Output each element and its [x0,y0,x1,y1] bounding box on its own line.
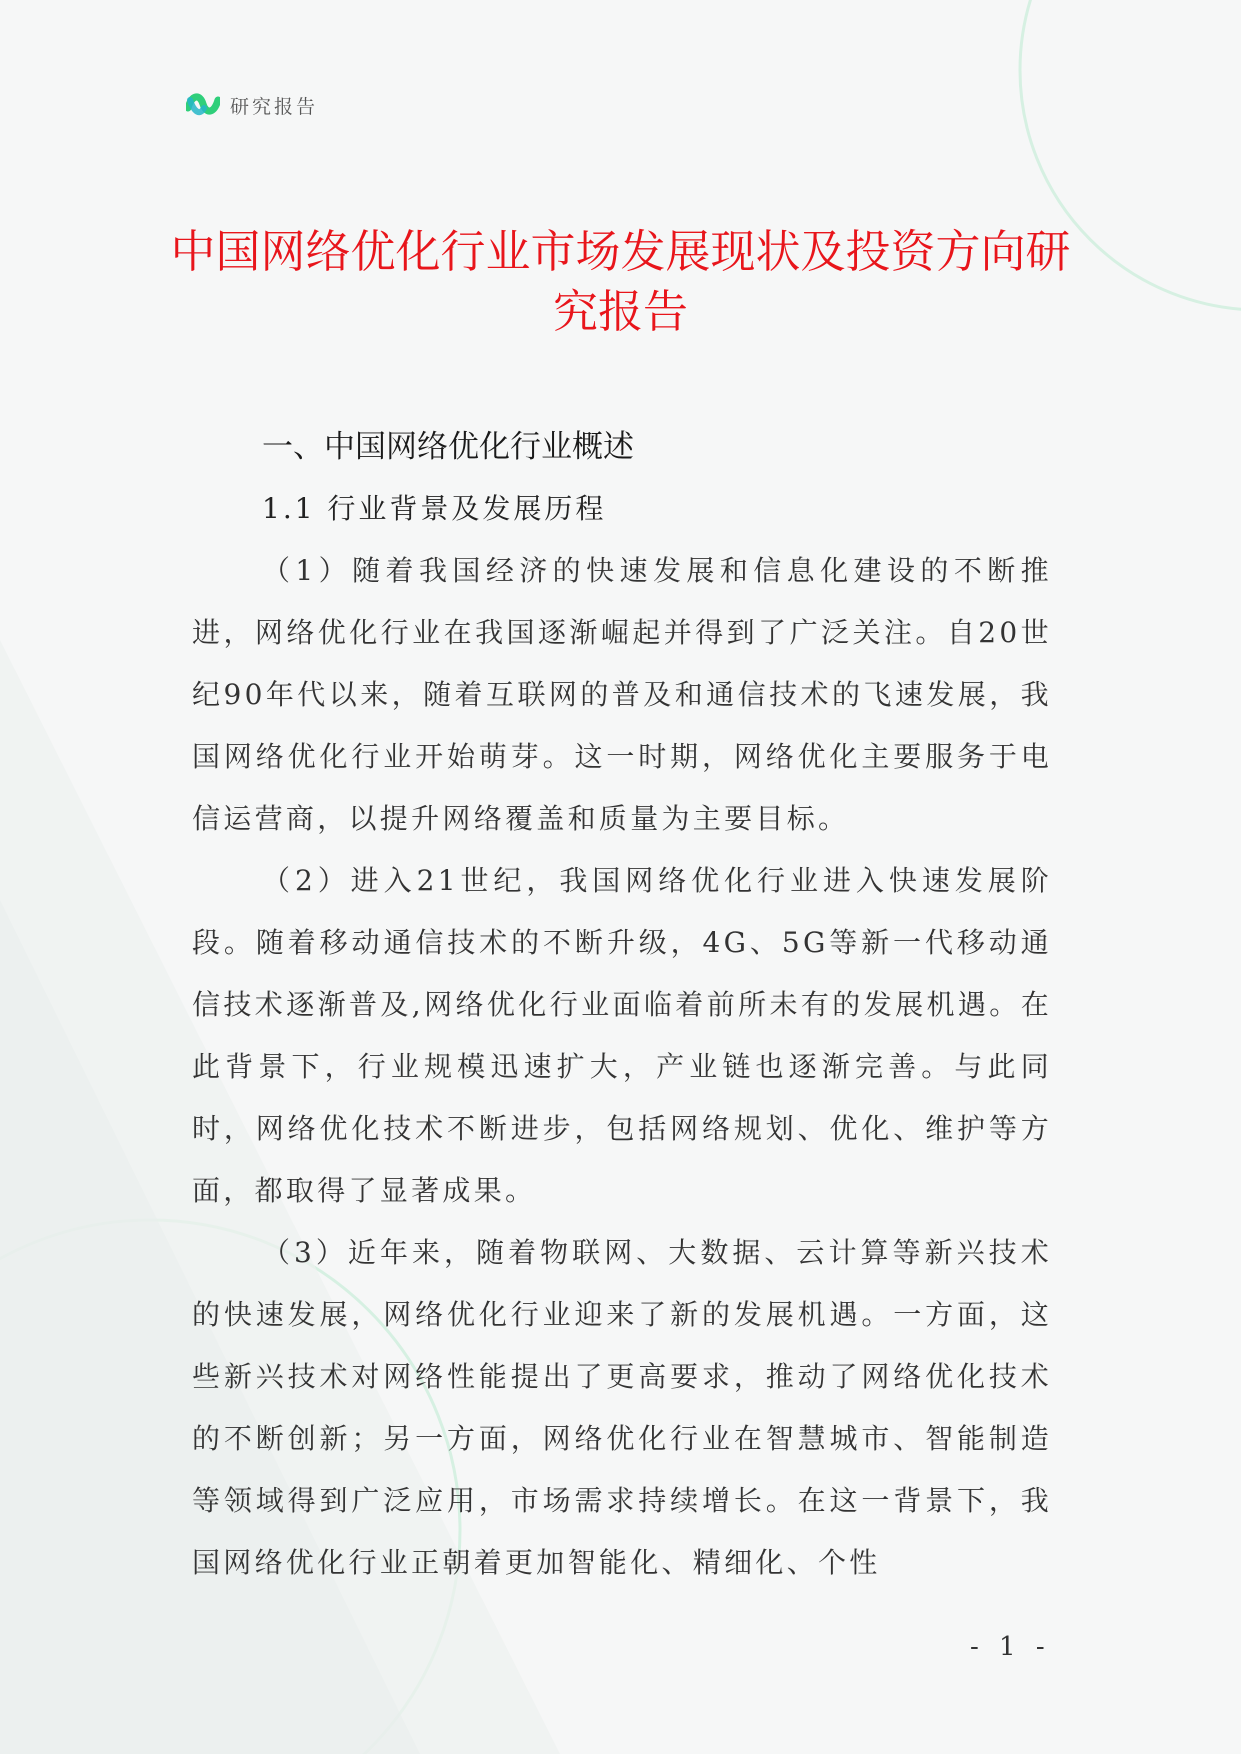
paragraph-3: （3）近年来，随着物联网、大数据、云计算等新兴技术的快速发展，网络优化行业迎来了新的发展机遇。一方面，这些新兴技术对网络性能提出了更高要求，推动了网络优化技术的不断创新；另一方面，网络优化行业在智慧城市、智能制造等领域得到广泛应用，市场需求持续增长。在这一背景下，我国网络优化行业正朝着更加智能化、精细化、个性 [192,1236,1052,1579]
document-title: 中国网络优化行业市场发展现状及投资方向研究报告 [170,225,1071,338]
paragraph-2: （2）进入21世纪，我国网络优化行业进入快速发展阶段。随着移动通信技术的不断升级，4G、5G等新一代移动通信技术逐渐普及,网络优化行业面临着前所未有的发展机遇。在此背景下，行业规模迅速扩大，产业链也逐渐完善。与此同时，网络优化技术不断进步，包括网络规划、优化、维护等方面，都取得了显著成果。 [192,864,1052,1207]
subsection-heading: 1.1 行业背景及发展历程 [262,492,607,525]
brand-logo-icon [186,88,220,122]
document-header [186,88,318,122]
paragraph-1: （1）随着我国经济的快速发展和信息化建设的不断推进，网络优化行业在我国逐渐崛起并得到了广泛关注。自20世纪90年代以来，随着互联网的普及和通信技术的飞速发展，我国网络优化行业开始萌芽。这一时期，网络优化主要服务于电信运营商，以提升网络覆盖和质量为主要目标。 [192,554,1052,835]
document-body [192,416,1052,1594]
section-heading: 一、中国网络优化行业概述 [262,429,634,465]
page-number: - 1 - [970,1632,1051,1662]
header-label: 研究报告 [230,95,319,118]
